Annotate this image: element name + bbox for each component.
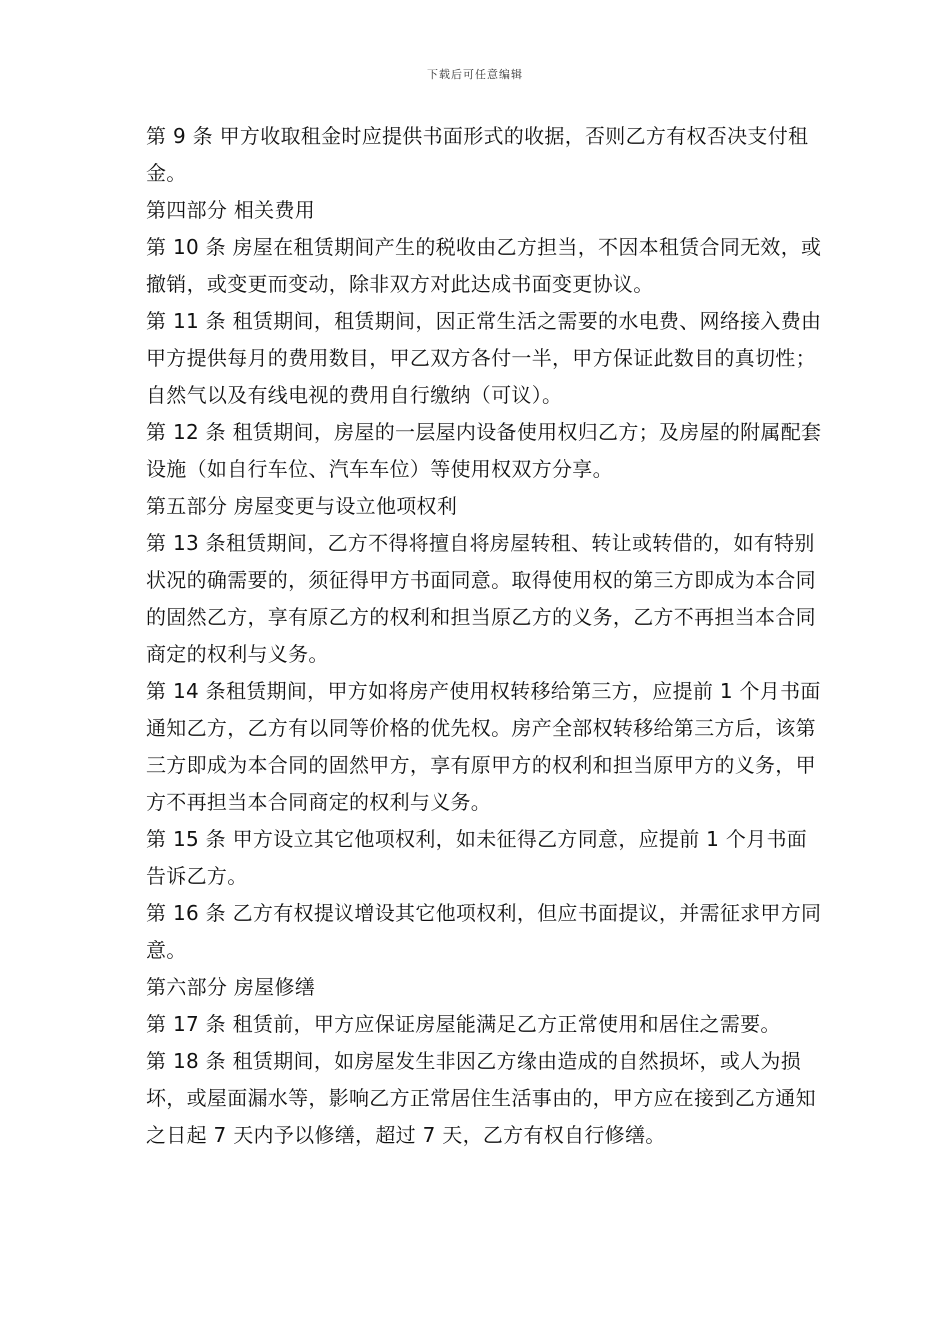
article-10: 第 10 条 房屋在租赁期间产生的税收由乙方担当，不因本租赁合同无效，或撤销，或变更而变动，除非双方对此达成书面变更协议。 (146, 235, 822, 296)
section-heading-6: 第六部分 房屋修缮 (146, 975, 316, 999)
document-body (146, 118, 826, 1154)
article-11: 第 11 条 租赁期间，租赁期间，因正常生活之需要的水电费、网络接入费由甲方提供每月的费用数目，甲乙双方各付一半，甲方保证此数目的真切性；自然气以及有线电视的费用自行缴纳（可议）。 (146, 309, 822, 407)
section-heading-5: 第五部分 房屋变更与设立他项权利 (146, 494, 458, 518)
article-14: 第 14 条租赁期间，甲方如将房产使用权转移给第三方，应提前 1 个月书面通知乙方，乙方有以同等价格的优先权。房产全部权转移给第三方后，该第三方即成为本合同的固然甲方，享有原甲方的权利和担当原甲方的义务，甲方不再担当本合同商定的权利与义务。 (146, 679, 821, 814)
page-header: 下载后可任意编辑 (427, 68, 523, 81)
article-17: 第 17 条 租赁前，甲方应保证房屋能满足乙方正常使用和居住之需要。 (146, 1012, 781, 1036)
article-12: 第 12 条 租赁期间，房屋的一层屋内设备使用权归乙方；及房屋的附属配套设施（如自行车位、汽车车位）等使用权双方分享。 (146, 420, 822, 481)
section-heading-4: 第四部分 相关费用 (146, 198, 316, 222)
article-13: 第 13 条租赁期间，乙方不得将擅自将房屋转租、转让或转借的，如有特别状况的确需要的，须征得甲方书面同意。取得使用权的第三方即成为本合同的固然乙方，享有原乙方的权利和担当原乙方的义务，乙方不再担当本合同商定的权利与义务。 (146, 531, 816, 666)
article-9: 第 9 条 甲方收取租金时应提供书面形式的收据，否则乙方有权否决支付租金。 (146, 124, 809, 185)
article-16: 第 16 条 乙方有权提议增设其它他项权利，但应书面提议，并需征求甲方同意。 (146, 901, 822, 962)
article-15: 第 15 条 甲方设立其它他项权利，如未征得乙方同意，应提前 1 个月书面告诉乙方。 (146, 827, 808, 888)
article-18: 第 18 条 租赁期间，如房屋发生非因乙方缘由造成的自然损坏，或人为损坏，或屋面漏水等，影响乙方正常居住生活事由的，甲方应在接到乙方通知之日起 7 天内予以修缮，超过 7 天，乙方有权自行修缮。 (146, 1049, 816, 1147)
